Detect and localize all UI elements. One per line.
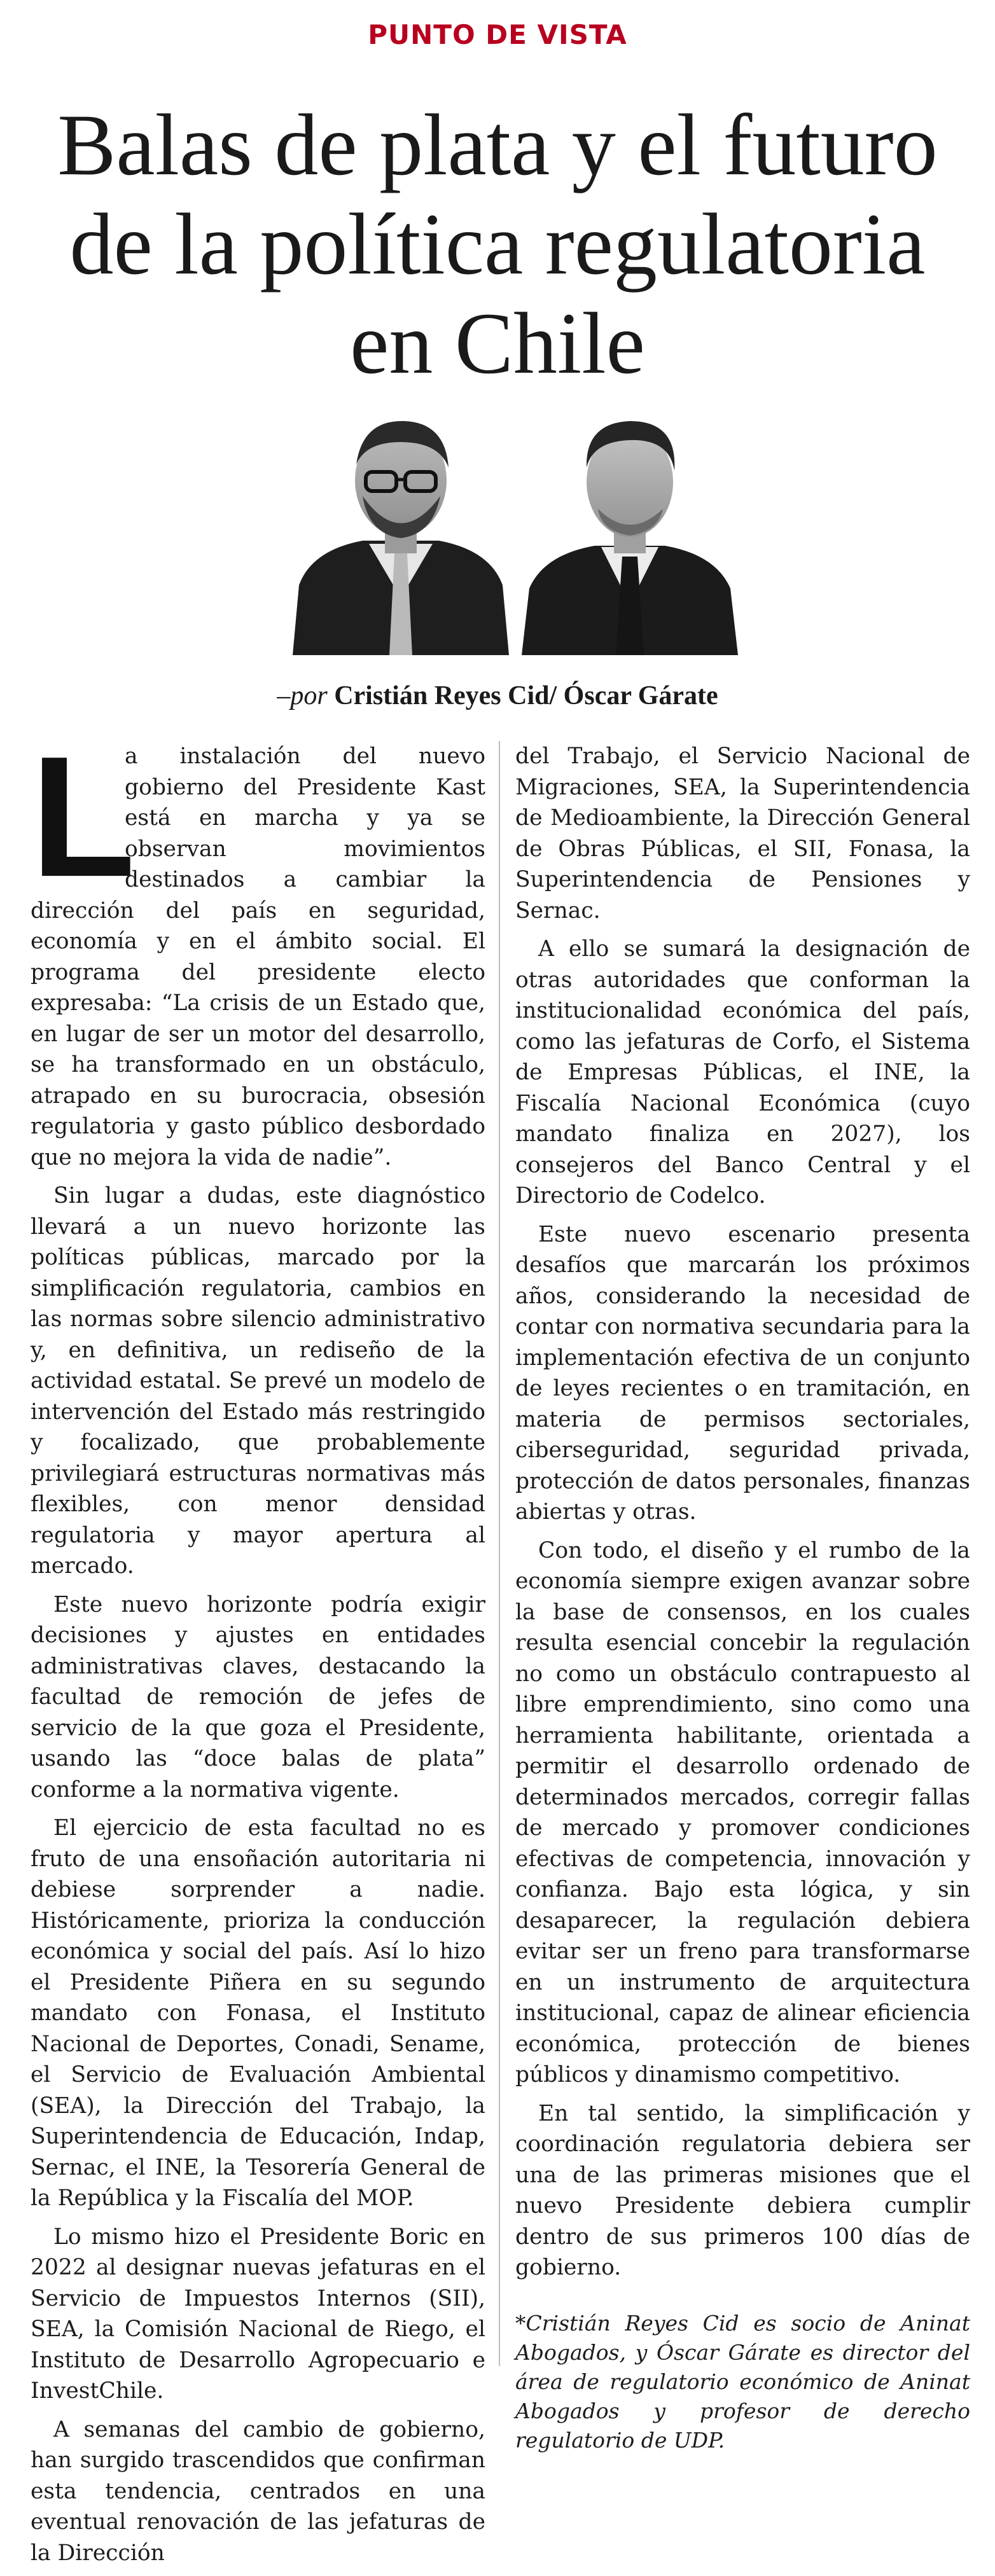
byline-prefix: –por <box>277 681 328 710</box>
paragraph: El ejercicio de esta facultad no es fruto de una ensoñación autoritaria ni debiese sorprender a nadie. Históricamente, prioriza la conducción económica y social del país. Así lo hizo el Presidente Piñera en su segundo mandato con Fonasa, el Instituto Nacional de Deportes, Conadi, Sename, el Servicio de Evaluación Ambiental (SEA), la Dirección del Trabajo, la Superintendencia de Educación, Indap, Sernac, el INE, la Tesorería General de la República y la Fiscalía del MOP. <box>31 1815 485 2211</box>
author-photo-oscar <box>522 413 738 655</box>
paragraph: A semanas del cambio de gobierno, han surgido trascendidos que confirman esta tendencia, centrados en una eventual renovación de las jefaturas de la Dirección <box>31 2416 485 2566</box>
author-note: *Cristián Reyes Cid es socio de Aninat Abogados, y Óscar Gárate es director del área de regulatorio económico de Aninat Abogados y profesor de derecho regulatorio de UDP. <box>515 2310 970 2453</box>
paragraph: En tal sentido, la simplificación y coordinación regulatoria debiera ser una de las primeras misiones que el nuevo Presidente debiera cumplir dentro de sus primeros 100 días de gobierno. <box>515 2100 970 2280</box>
byline-authors: Cristián Reyes Cid/ Óscar Gárate <box>334 681 718 710</box>
headline: Balas de plata y el futuro de la política regulatoria en Chile <box>57 96 938 392</box>
byline <box>0 681 995 711</box>
section-label: PUNTO DE VISTA <box>368 19 627 50</box>
paragraph: Este nuevo escenario presenta desafíos que marcarán los próximos años, considerando la necesidad de contar con normativa secundaria para la implementación efectiva de un conjunto de leyes recientes o en tramitación, en materia de permisos sectoriales, ciberseguridad, seguridad privada, protección de datos personales, finanzas abiertas y otras. <box>515 1221 970 1525</box>
article-column-left <box>31 721 485 2576</box>
article-column-right <box>515 741 970 2463</box>
column-divider <box>499 741 500 2366</box>
drop-cap: L <box>31 721 136 913</box>
paragraph: A ello se sumará la designación de otras autoridades que conforman la institucionalidad económica del país, como las jefaturas de Corfo, el Sistema de Empresas Públicas, el INE, la Fiscalía Nacional Económica (cuyo mandato finaliza en 2027), los consejeros del Banco Central y el Directorio de Codelco. <box>515 936 970 1208</box>
paragraph: Este nuevo horizonte podría exigir decisiones y ajustes en entidades administrativas claves, destacando la facultad de remoción de jefes de servicio de la que goza el Presidente, usando las “doce balas de plata” conforme a la normativa vigente. <box>31 1591 485 1803</box>
paragraph: Sin lugar a dudas, este diagnóstico llevará a un nuevo horizonte las políticas públicas, marcado por la simplificación regulatoria, cambios en las normas sobre silencio administrativo y, en definitiva, un rediseño de la actividad estatal. Se prevé un modelo de intervención del Estado más restringido y focalizado, que probablemente privilegiará estructuras normativas más flexibles, con menor densidad regulatoria y mayor apertura al mercado. <box>31 1183 485 1579</box>
paragraph: a instalación del nuevo gobierno del Presidente Kast está en marcha y ya se observan movimientos destinados a cambiar la dirección del país en seguridad, economía y en el ámbito social. El programa del presidente electo expresaba: “La crisis de un Estado que, en lugar de ser un motor del desarrollo, se ha transformado en un obstáculo, atrapado en su burocracia, obsesión regulatoria y gasto público desbordado que no mejora la vida de nadie”. <box>31 744 485 1170</box>
paragraph: Lo mismo hizo el Presidente Boric en 2022 al designar nuevas jefaturas en el Servicio de Impuestos Internos (SII), SEA, la Comisión Nacional de Riego, el Instituto de Desarrollo Agropecuario e InvestChile. <box>31 2224 485 2404</box>
paragraph: del Trabajo, el Servicio Nacional de Migraciones, SEA, la Superintendencia de Medioambiente, la Dirección General de Obras Públicas, el SII, Fonasa, la Superintendencia de Pensiones y Sernac. <box>515 744 970 924</box>
author-photo-cristian <box>293 413 509 655</box>
paragraph: Con todo, el diseño y el rumbo de la economía siempre exigen avanzar sobre la base de consensos, en los cuales resulta esencial concebir la regulación no como un obstáculo contrapuesto al libre emprendimiento, sino como una herramienta habilitante, orientada a permitir el desarrollo ordenado de determinados mercados, corregir fallas de mercado y promover condiciones efectivas de competencia, innovación y confianza. Bajo esta lógica, y sin desaparecer, la regulación debiera evitar ser un freno para transformarse en un instrumento de arquitectura institucional, capaz de alinear eficiencia económica, protección de bienes públicos y dinamismo competitivo. <box>515 1537 970 2088</box>
